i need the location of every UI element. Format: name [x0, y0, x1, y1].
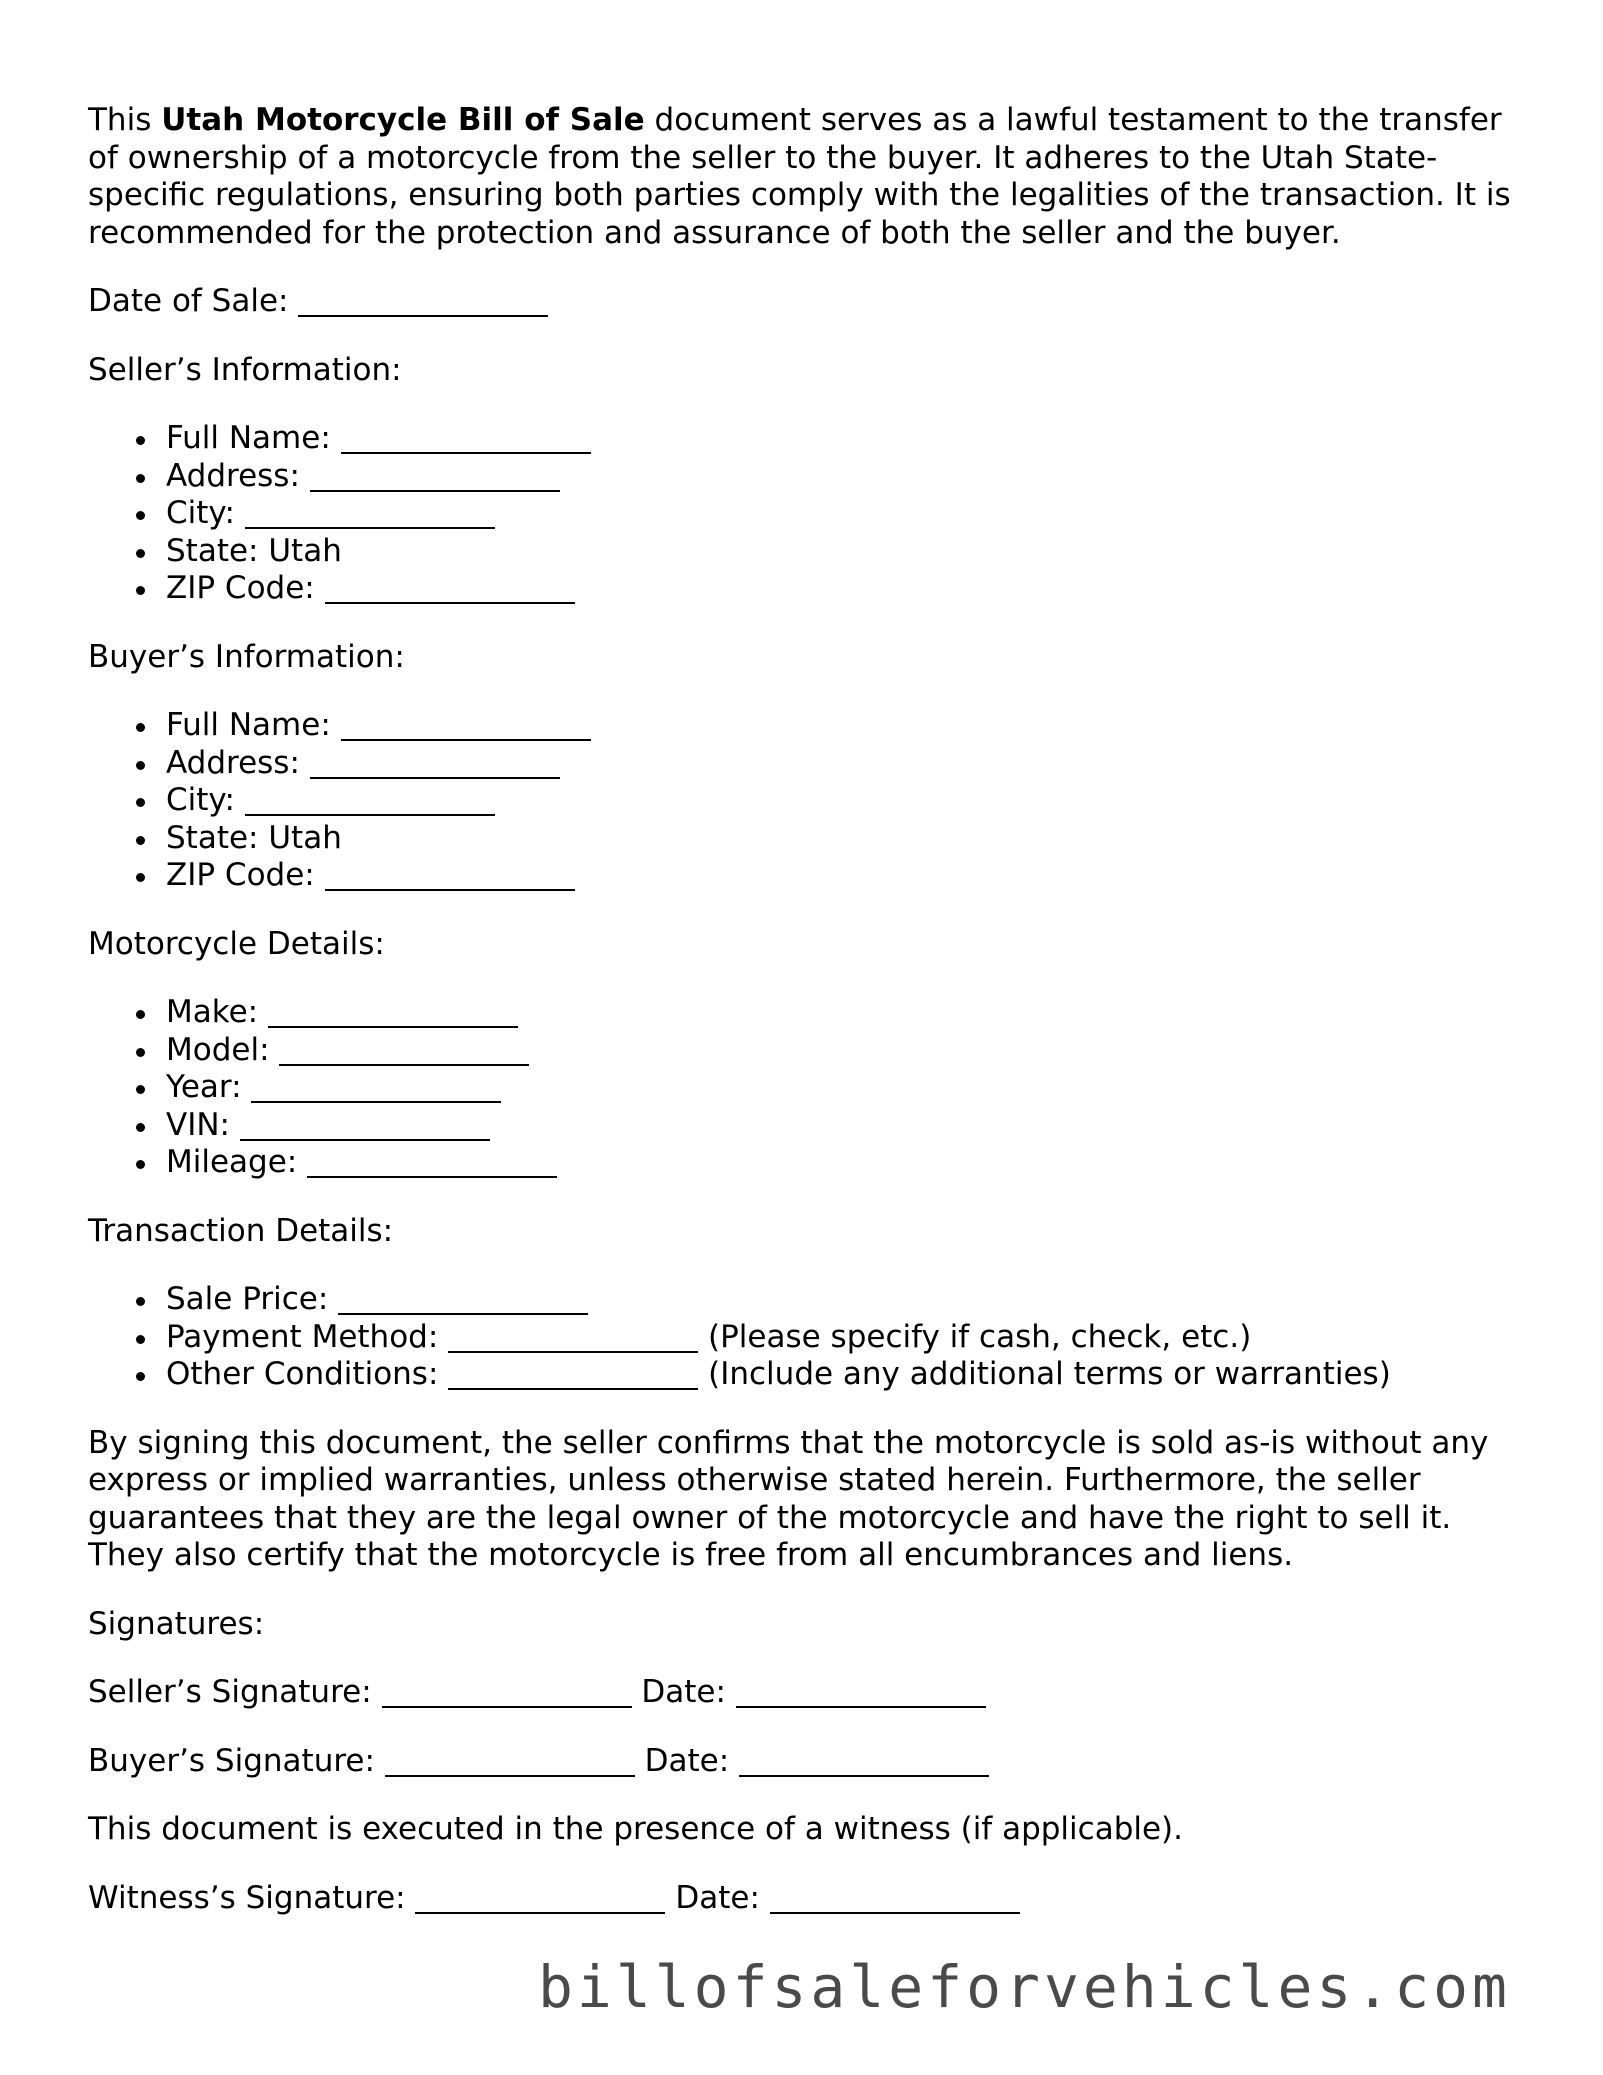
list-item [166, 707, 1528, 745]
transaction-heading: Transaction Details: [88, 1212, 394, 1249]
list-item [166, 1281, 1528, 1319]
list-item [166, 782, 1528, 820]
list-item [166, 1032, 1528, 1070]
buyer-zip-field[interactable] [325, 860, 575, 891]
other-conditions-label: Other Conditions: [166, 1356, 439, 1392]
seller-date-field[interactable] [736, 1677, 986, 1708]
seller-zip-field[interactable] [325, 573, 575, 604]
buyer-date-field[interactable] [739, 1746, 989, 1777]
seller-full-name-field[interactable] [341, 423, 591, 454]
sale-price-label: Sale Price: [166, 1281, 329, 1317]
buyer-signature-field[interactable] [385, 1746, 635, 1777]
date-of-sale-label: Date of Sale: [88, 283, 289, 319]
seller-city-label: City: [166, 495, 235, 531]
buyer-heading: Buyer’s Information: [88, 638, 405, 675]
witness-date-field[interactable] [770, 1883, 1020, 1914]
year-field[interactable] [251, 1072, 501, 1103]
buyer-list [88, 707, 1528, 895]
buyer-address-field[interactable] [310, 748, 560, 779]
intro-paragraph [88, 102, 1528, 252]
date-of-sale-field[interactable] [298, 286, 548, 317]
document-title: Utah Motorcycle Bill of Sale [161, 102, 645, 138]
list-item [166, 420, 1528, 458]
intro-prefix: This [88, 102, 162, 138]
other-conditions-field[interactable] [448, 1359, 698, 1390]
list-item [166, 1356, 1528, 1394]
seller-zip-label: ZIP Code: [166, 570, 315, 606]
other-conditions-note: (Include any additional terms or warranties) [708, 1356, 1391, 1392]
list-item [166, 1107, 1528, 1145]
buyer-address-label: Address: [166, 744, 300, 781]
vin-field[interactable] [240, 1110, 490, 1141]
mileage-field[interactable] [307, 1147, 557, 1178]
seller-city-field[interactable] [245, 498, 495, 529]
seller-heading: Seller’s Information: [88, 351, 402, 388]
seller-address-label: Address: [166, 457, 300, 494]
buyer-state-label: State: Utah [166, 819, 342, 856]
list-item [166, 994, 1528, 1032]
witness-note: This document is executed in the presence of a witness (if applicable). [88, 1811, 1184, 1847]
buyer-full-name-label: Full Name: [166, 707, 331, 743]
list-item [166, 1319, 1528, 1357]
payment-method-note: (Please specify if cash, check, etc.) [708, 1318, 1252, 1355]
list-item [166, 857, 1528, 895]
payment-method-field[interactable] [448, 1322, 698, 1353]
transaction-list [88, 1281, 1528, 1394]
document-body [88, 102, 1528, 1948]
date-of-sale-line [88, 283, 1528, 321]
seller-signature-line [88, 1674, 1528, 1712]
sale-price-field[interactable] [338, 1284, 588, 1315]
intro-text: document serves as a lawful testament to the transfer of ownership of a motorcycle from the seller to the buyer. It adheres to the Utah State-specific regulations, ensuring both parties comply with the legalities of the transaction. It is recommended for the protection and assurance of both the seller and the buyer. [88, 102, 1511, 251]
buyer-city-label: City: [166, 782, 235, 818]
year-label: Year: [166, 1069, 242, 1105]
list-item [166, 570, 1528, 608]
seller-address-field[interactable] [310, 461, 560, 492]
mileage-label: Mileage: [166, 1144, 298, 1180]
make-label: Make: [166, 994, 259, 1030]
seller-signature-label: Seller’s Signature: [88, 1674, 372, 1710]
witness-signature-field[interactable] [415, 1883, 665, 1914]
model-label: Model: [166, 1031, 270, 1068]
witness-date-label: Date: [675, 1879, 760, 1916]
model-field[interactable] [279, 1035, 529, 1066]
seller-date-label: Date: [641, 1674, 726, 1710]
vin-label: VIN: [166, 1106, 230, 1143]
seller-list [88, 420, 1528, 608]
seller-signature-field[interactable] [382, 1677, 632, 1708]
witness-signature-line [88, 1880, 1528, 1918]
list-item [166, 745, 1528, 783]
list-item [166, 1069, 1528, 1107]
motorcycle-heading: Motorcycle Details: [88, 925, 385, 962]
motorcycle-list [88, 994, 1528, 1182]
buyer-city-field[interactable] [245, 785, 495, 816]
buyer-signature-line [88, 1743, 1528, 1781]
seller-full-name-label: Full Name: [166, 420, 331, 456]
make-field[interactable] [268, 997, 518, 1028]
list-item [166, 820, 1528, 858]
disclaimer-paragraph: By signing this document, the seller confirms that the motorcycle is sold as-is without any express or implied warranties, unless otherwise stated herein. Furthermore, the seller guarantees that they are the legal owner of the motorcycle and have the right to sell it. They also certify that the motorcycle is free from all encumbrances and liens. [88, 1424, 1489, 1573]
buyer-date-label: Date: [644, 1742, 730, 1779]
list-item [166, 1144, 1528, 1182]
list-item [166, 533, 1528, 571]
list-item [166, 495, 1528, 533]
payment-method-label: Payment Method: [166, 1318, 439, 1355]
witness-signature-label: Witness’s Signature: [88, 1879, 406, 1916]
buyer-full-name-field[interactable] [341, 710, 591, 741]
seller-state-label: State: Utah [166, 532, 342, 569]
buyer-zip-label: ZIP Code: [166, 857, 315, 893]
watermark: billofsaleforvehicles.com [538, 1953, 1511, 2021]
signatures-heading: Signatures: [88, 1605, 265, 1642]
list-item [166, 458, 1528, 496]
buyer-signature-label: Buyer’s Signature: [88, 1742, 375, 1779]
